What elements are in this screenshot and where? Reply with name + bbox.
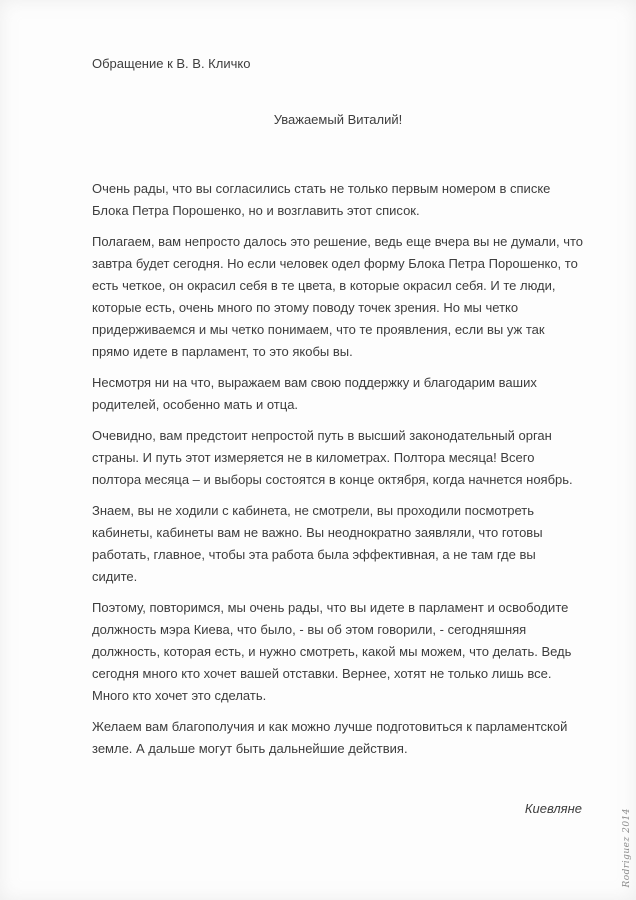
paragraph: Очень рады, что вы согласились стать не только первым номером в списке Блока Петра Порошенко, но и возглавить этот список. [92, 181, 551, 218]
paragraph: Желаем вам благополучия и как можно лучше подготовиться к парламентской земле. А дальше могут быть дальнейшие действия. [92, 719, 568, 756]
paragraph: Очевидно, вам предстоит непростой путь в высший законодательный орган страны. И путь этот измеряется не в километрах. Полтора месяца! Всего полтора месяца – и выборы состоятся в конце октября, когда начнется ноябрь. [92, 428, 573, 487]
paragraph: Несмотря ни на что, выражаем вам свою поддержку и благодарим ваших родителей, особенно мать и отца. [92, 375, 537, 412]
paragraph: Полагаем, вам непросто далось это решение, ведь еще вчера вы не думали, что завтра будет сегодня. Но если человек одел форму Блока Петра Порошенко, то есть четкое, он окрасил себя в те цвета, в которые окрасил себя. И те люди, которые есть, очень много по этому поводу точек зрения. Но мы четко придерживаемся и мы четко понимаем, что те проявления, если вы уж так прямо идете в парламент, то это якобы вы. [92, 234, 584, 359]
document-content [92, 55, 584, 818]
signature-line: Киевляне [524, 801, 582, 816]
paragraph: Знаем, вы не ходили с кабинета, не смотрели, вы проходили посмотреть кабинеты, кабинеты вам не важно. Вы неоднократно заявляли, что готовы работать, главное, чтобы эта работа была эффективная, а не там где вы сидите. [92, 503, 543, 584]
salutation-line: Уважаемый Виталий! [273, 112, 403, 127]
paragraph: Поэтому, повторимся, мы очень рады, что вы идете в парламент и освободите должность мэра Киева, что было, - вы об этом говорили, - сегодняшняя должность, которая есть, и нужно смотреть, какой мы можем, что делать. Ведь сегодня много кто хочет вашей отставки. Вернее, хотят не только лишь все. Много кто хочет это сделать. [92, 600, 572, 703]
page-title: Обращение к В. В. Кличко [92, 56, 251, 71]
watermark-text: Rodriguez 2014 [622, 808, 632, 888]
